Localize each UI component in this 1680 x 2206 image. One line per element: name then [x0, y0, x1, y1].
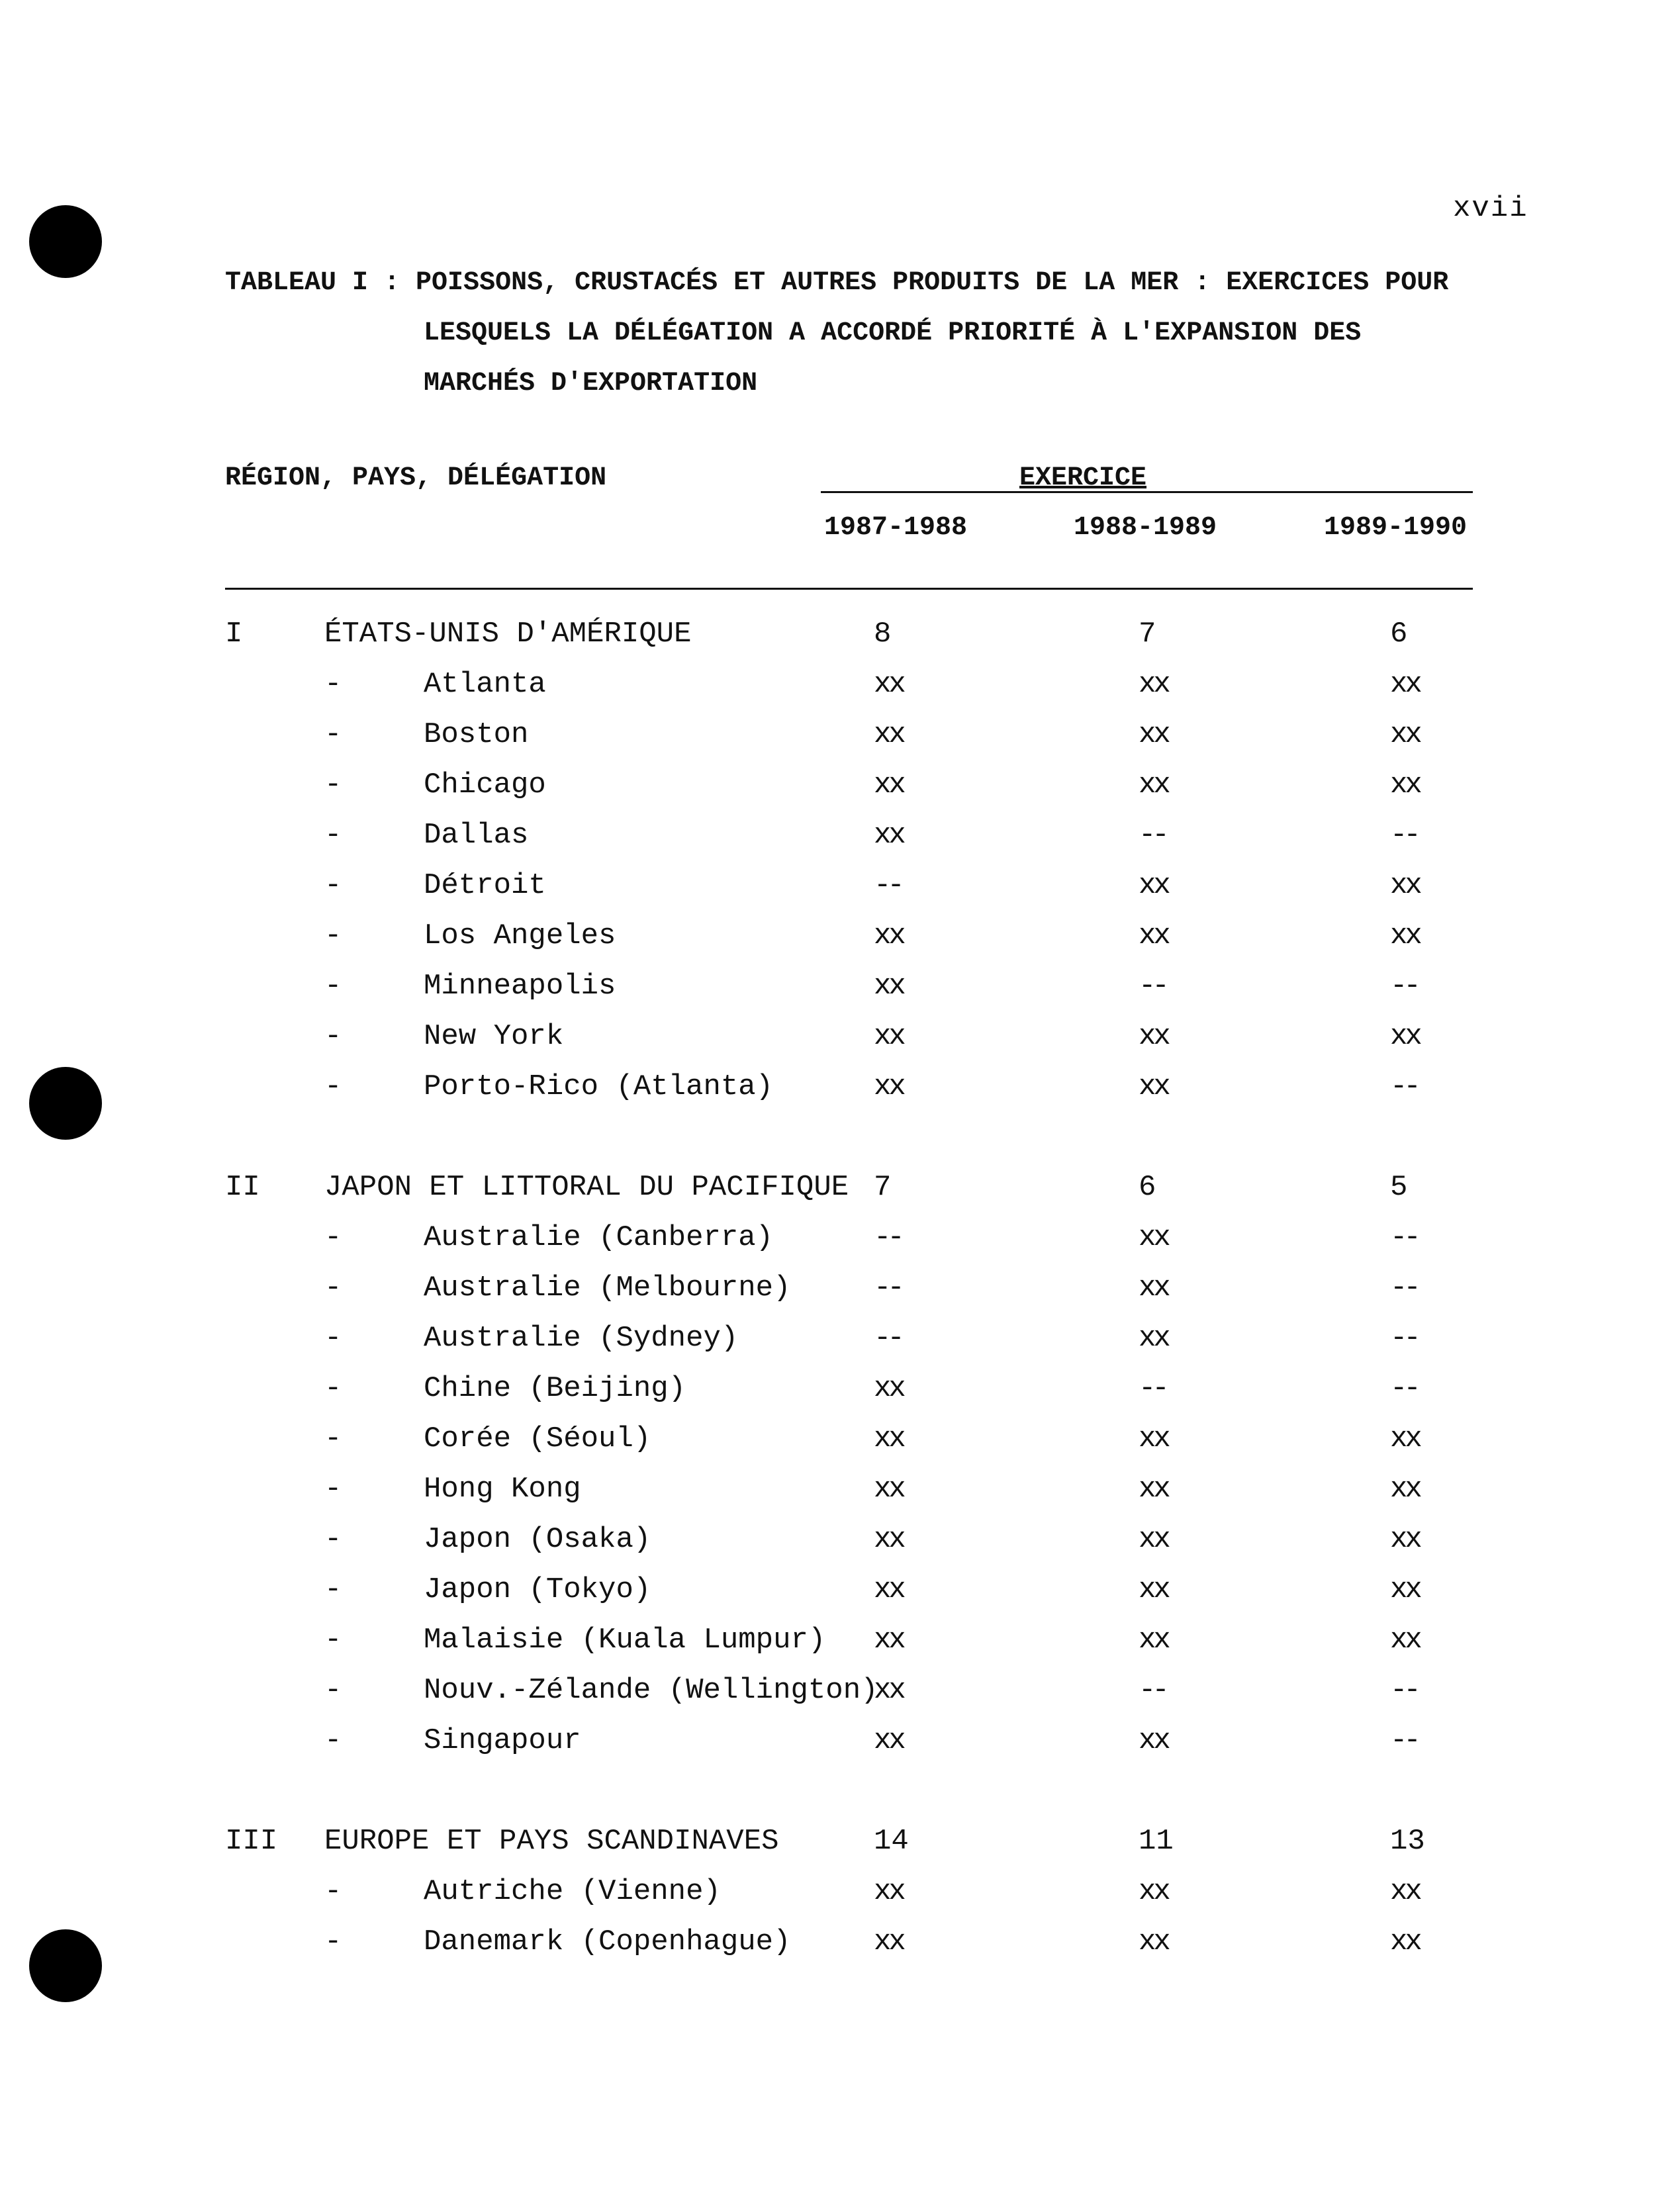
priority-mark: -- — [1139, 819, 1166, 852]
priority-mark: xx — [1390, 869, 1420, 902]
delegation-name: Minneapolis — [424, 970, 616, 1003]
priority-mark: xx — [1139, 668, 1168, 701]
table-row — [0, 1263, 1680, 1313]
priority-mark: -- — [1139, 1372, 1166, 1405]
region-count: 8 — [874, 618, 892, 651]
priority-mark: xx — [1139, 1271, 1168, 1305]
exercise-column-header: EXERCICE — [1019, 463, 1147, 493]
priority-mark: xx — [874, 819, 904, 852]
delegation-name: Détroit — [424, 869, 546, 902]
priority-mark: xx — [1390, 1523, 1420, 1556]
row-dash: - — [324, 1271, 342, 1305]
priority-mark: -- — [1390, 1674, 1417, 1707]
delegation-name: Singapour — [424, 1724, 581, 1757]
priority-mark: xx — [1390, 1624, 1420, 1657]
delegation-name: Nouv.-Zélande (Wellington) — [424, 1674, 878, 1707]
table-row — [0, 1866, 1680, 1917]
delegation-name: Chicago — [424, 768, 546, 802]
priority-mark: xx — [1139, 1020, 1168, 1053]
priority-mark: -- — [874, 1322, 901, 1355]
row-dash: - — [324, 1624, 342, 1657]
priority-mark: xx — [1390, 919, 1420, 952]
region-numeral: III — [225, 1825, 278, 1858]
priority-mark: -- — [1390, 1070, 1417, 1103]
row-dash: - — [324, 919, 342, 952]
priority-mark: xx — [1390, 1473, 1420, 1506]
table-row — [0, 1363, 1680, 1414]
row-dash: - — [324, 1674, 342, 1707]
priority-mark: xx — [1139, 1925, 1168, 1958]
table-row — [0, 710, 1680, 760]
table-row — [0, 1665, 1680, 1716]
delegation-name: Porto-Rico (Atlanta) — [424, 1070, 774, 1103]
priority-mark: -- — [874, 1271, 901, 1305]
region-row — [0, 1816, 1680, 1866]
priority-mark: xx — [874, 1422, 904, 1455]
delegation-name: Chine (Beijing) — [424, 1372, 686, 1405]
priority-mark: xx — [1139, 1875, 1168, 1908]
row-dash: - — [324, 1573, 342, 1606]
region-name: ÉTATS-UNIS D'AMÉRIQUE — [324, 618, 692, 651]
year-header: 1989-1990 — [1324, 513, 1468, 543]
table-row — [0, 1464, 1680, 1514]
header-bottom-rule — [225, 588, 1473, 590]
table-row — [0, 810, 1680, 860]
table-title — [225, 258, 1522, 409]
priority-mark: -- — [1390, 1271, 1417, 1305]
row-dash: - — [324, 1372, 342, 1405]
priority-mark: xx — [874, 718, 904, 751]
priority-mark: -- — [1390, 1322, 1417, 1355]
delegation-name: Australie (Canberra) — [424, 1221, 774, 1254]
table-row — [0, 1213, 1680, 1263]
row-dash: - — [324, 1322, 342, 1355]
priority-mark: xx — [1390, 1925, 1420, 1958]
row-dash: - — [324, 1724, 342, 1757]
delegation-name: Danemark (Copenhague) — [424, 1925, 791, 1958]
priority-mark: -- — [1390, 1221, 1417, 1254]
table-row — [0, 911, 1680, 961]
priority-mark: xx — [874, 1473, 904, 1506]
region-numeral: I — [225, 618, 243, 651]
priority-mark: -- — [1139, 970, 1166, 1003]
priority-mark: xx — [1139, 1322, 1168, 1355]
priority-mark: xx — [1139, 1422, 1168, 1455]
priority-mark: xx — [1139, 768, 1168, 802]
region-row — [0, 609, 1680, 659]
table-row — [0, 760, 1680, 810]
priority-mark: -- — [1390, 1372, 1417, 1405]
priority-mark: xx — [1139, 1523, 1168, 1556]
table-row — [0, 1716, 1680, 1766]
region-count: 6 — [1139, 1171, 1156, 1204]
row-dash: - — [324, 1925, 342, 1958]
priority-mark: xx — [1139, 1573, 1168, 1606]
priority-mark: xx — [874, 1724, 904, 1757]
row-dash: - — [324, 718, 342, 751]
priority-mark: xx — [1390, 718, 1420, 751]
priority-mark: xx — [1390, 1422, 1420, 1455]
table-row — [0, 1917, 1680, 1967]
row-dash: - — [324, 1473, 342, 1506]
priority-mark: xx — [874, 668, 904, 701]
year-header: 1987-1988 — [824, 513, 968, 543]
priority-mark: -- — [1139, 1674, 1166, 1707]
delegation-name: Hong Kong — [424, 1473, 581, 1506]
delegation-name: New York — [424, 1020, 564, 1053]
priority-mark: xx — [874, 1624, 904, 1657]
table-row — [0, 1011, 1680, 1062]
region-count: 7 — [1139, 618, 1156, 651]
region-count: 5 — [1390, 1171, 1408, 1204]
region-count: 11 — [1139, 1825, 1174, 1858]
delegation-name: Dallas — [424, 819, 529, 852]
table-row — [0, 1514, 1680, 1565]
year-header: 1988-1989 — [1074, 513, 1217, 543]
table-row — [0, 659, 1680, 710]
delegation-name: Autriche (Vienne) — [424, 1875, 721, 1908]
row-dash: - — [324, 869, 342, 902]
table-row — [0, 961, 1680, 1011]
priority-mark: xx — [874, 1070, 904, 1103]
table-row — [0, 1414, 1680, 1464]
priority-mark: xx — [1139, 1473, 1168, 1506]
row-dash: - — [324, 970, 342, 1003]
region-count: 13 — [1390, 1825, 1425, 1858]
table-row — [0, 1313, 1680, 1363]
priority-mark: xx — [1139, 869, 1168, 902]
priority-mark: -- — [1390, 819, 1417, 852]
delegation-name: Los Angeles — [424, 919, 616, 952]
row-dash: - — [324, 1523, 342, 1556]
priority-mark: -- — [1390, 1724, 1417, 1757]
priority-mark: xx — [874, 1372, 904, 1405]
row-dash: - — [324, 1221, 342, 1254]
priority-mark: xx — [1390, 1875, 1420, 1908]
delegation-name: Corée (Séoul) — [424, 1422, 651, 1455]
priority-mark: xx — [874, 1020, 904, 1053]
priority-mark: xx — [874, 768, 904, 802]
delegation-name: Malaisie (Kuala Lumpur) — [424, 1624, 826, 1657]
priority-mark: -- — [874, 1221, 901, 1254]
priority-mark: -- — [874, 869, 901, 902]
table-body — [0, 609, 1680, 1967]
priority-mark: xx — [874, 970, 904, 1003]
priority-mark: -- — [1390, 970, 1417, 1003]
table-row — [0, 1565, 1680, 1615]
region-name: EUROPE ET PAYS SCANDINAVES — [324, 1825, 779, 1858]
row-dash: - — [324, 819, 342, 852]
region-numeral: II — [225, 1171, 260, 1204]
table-row — [0, 860, 1680, 911]
title-line: MARCHÉS D'EXPORTATION — [424, 369, 758, 398]
priority-mark: xx — [874, 1523, 904, 1556]
priority-mark: xx — [1139, 1724, 1168, 1757]
delegation-name: Boston — [424, 718, 529, 751]
title-line: TABLEAU I : POISSONS, CRUSTACÉS ET AUTRES PRODUITS DE LA MER : EXERCICES POUR — [225, 268, 1449, 298]
priority-mark: xx — [1139, 718, 1168, 751]
priority-mark: xx — [874, 1875, 904, 1908]
delegation-name: Japon (Osaka) — [424, 1523, 651, 1556]
binder-hole-icon — [29, 205, 102, 278]
priority-mark: xx — [874, 919, 904, 952]
priority-mark: xx — [1139, 1624, 1168, 1657]
region-row — [0, 1162, 1680, 1213]
page-number: xvii — [1453, 192, 1528, 225]
exercise-header-rule — [821, 491, 1473, 493]
row-dash: - — [324, 1070, 342, 1103]
priority-mark: xx — [1390, 1020, 1420, 1053]
priority-mark: xx — [874, 1674, 904, 1707]
region-count: 6 — [1390, 618, 1408, 651]
priority-mark: xx — [1139, 1221, 1168, 1254]
delegation-name: Australie (Melbourne) — [424, 1271, 791, 1305]
row-dash: - — [324, 668, 342, 701]
priority-mark: xx — [1139, 1070, 1168, 1103]
delegation-name: Atlanta — [424, 668, 546, 701]
title-line: LESQUELS LA DÉLÉGATION A ACCORDÉ PRIORITÉ À L'EXPANSION DES — [424, 318, 1362, 348]
row-dash: - — [324, 1875, 342, 1908]
table-row — [0, 1615, 1680, 1665]
priority-mark: xx — [1390, 768, 1420, 802]
priority-mark: xx — [874, 1573, 904, 1606]
region-column-header: RÉGION, PAYS, DÉLÉGATION — [225, 463, 607, 493]
table-row — [0, 1062, 1680, 1112]
region-count: 7 — [874, 1171, 892, 1204]
priority-mark: xx — [1390, 1573, 1420, 1606]
priority-mark: xx — [874, 1925, 904, 1958]
priority-mark: xx — [1390, 668, 1420, 701]
row-dash: - — [324, 768, 342, 802]
delegation-name: Japon (Tokyo) — [424, 1573, 651, 1606]
priority-mark: xx — [1139, 919, 1168, 952]
row-dash: - — [324, 1422, 342, 1455]
delegation-name: Australie (Sydney) — [424, 1322, 739, 1355]
region-count: 14 — [874, 1825, 909, 1858]
region-name: JAPON ET LITTORAL DU PACIFIQUE — [324, 1171, 849, 1204]
row-dash: - — [324, 1020, 342, 1053]
